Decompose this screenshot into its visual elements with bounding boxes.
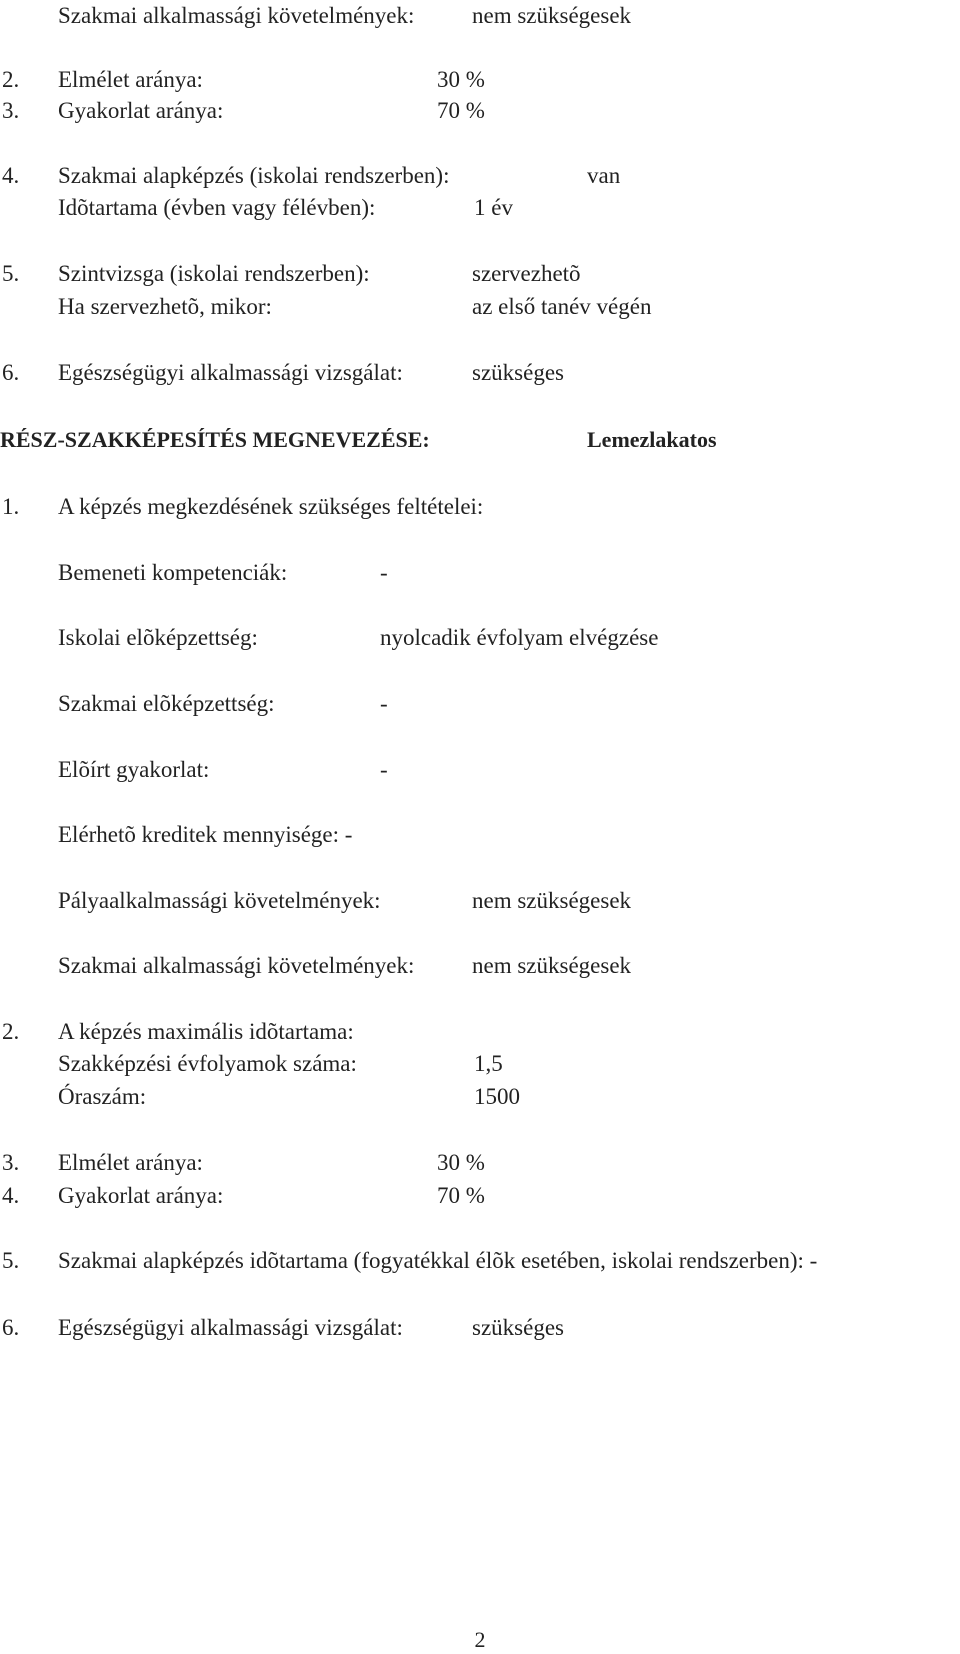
- requirement-row: [0, 0, 960, 32]
- row-label: Idõtartama (évben vagy félévben):: [58, 195, 376, 220]
- row-value: 30 %: [437, 1150, 485, 1175]
- requirement-row: [0, 885, 960, 917]
- item-number: 4.: [2, 163, 20, 188]
- item-number: 6.: [2, 1315, 20, 1340]
- requirement-row: [0, 1081, 960, 1113]
- row-value: szervezhetõ: [472, 261, 581, 286]
- list-item: [0, 1245, 960, 1277]
- row-label: Ha szervezhetõ, mikor:: [58, 294, 272, 319]
- row-label: Elõírt gyakorlat:: [58, 757, 210, 782]
- row-label: Bemeneti kompetenciák:: [58, 560, 288, 585]
- list-item: [0, 357, 960, 389]
- row-value: nem szükségesek: [472, 953, 632, 978]
- row-label: Pályaalkalmassági követelmények:: [58, 888, 381, 913]
- row-value: van: [587, 163, 621, 188]
- requirement-row: [0, 754, 960, 786]
- list-item: [0, 160, 960, 192]
- row-label: Óraszám:: [58, 1084, 147, 1109]
- requirement-row: [0, 622, 960, 654]
- requirement-row: [0, 192, 960, 224]
- row-label: Egészségügyi alkalmassági vizsgálat:: [58, 360, 403, 385]
- row-value: 70 %: [437, 1183, 485, 1208]
- item-number: 1.: [2, 494, 20, 519]
- row-label: A képzés megkezdésének szükséges feltételei:: [58, 494, 484, 519]
- row-label: Elmélet aránya:: [58, 1150, 203, 1175]
- row-label: Iskolai elõképzettség:: [58, 625, 258, 650]
- row-label: Gyakorlat aránya:: [58, 1183, 224, 1208]
- item-number: 5.: [2, 1248, 20, 1273]
- row-label: Szakmai alkalmassági követelmények:: [58, 3, 415, 28]
- list-item: [0, 491, 960, 523]
- row-value: -: [380, 757, 388, 782]
- row-label: Elmélet aránya:: [58, 67, 203, 92]
- row-value: -: [380, 560, 388, 585]
- row-value: az első tanév végén: [472, 294, 652, 319]
- row-label: Szintvizsga (iskolai rendszerben):: [58, 261, 370, 286]
- row-label: Gyakorlat aránya:: [58, 98, 224, 123]
- row-value: 1,5: [474, 1051, 503, 1076]
- requirement-row: [0, 557, 960, 589]
- list-item: [0, 1180, 960, 1212]
- row-value: 30 %: [437, 67, 485, 92]
- row-label: Szakmai alapképzés idõtartama (fogyatékkal élõk esetében, iskolai rendszerben): -: [58, 1248, 818, 1273]
- row-label: Elérhetõ kreditek mennyisége: -: [58, 822, 353, 847]
- row-value: szükséges: [472, 360, 564, 385]
- list-item: [0, 1312, 960, 1344]
- row-value: 1500: [474, 1084, 520, 1109]
- item-number: 5.: [2, 261, 20, 286]
- page-number: 2: [474, 1627, 486, 1652]
- requirement-row: [0, 819, 960, 851]
- row-label: Szakmai alkalmassági követelmények:: [58, 953, 415, 978]
- row-value: nyolcadik évfolyam elvégzése: [380, 625, 659, 650]
- list-item: [0, 258, 960, 290]
- item-number: 2.: [2, 67, 20, 92]
- row-label: Szakmai alapképzés (iskolai rendszerben):: [58, 163, 450, 188]
- row-value: szükséges: [472, 1315, 564, 1340]
- row-label: A képzés maximális idõtartama:: [58, 1019, 354, 1044]
- row-label: Egészségügyi alkalmassági vizsgálat:: [58, 1315, 403, 1340]
- requirement-row: [0, 291, 960, 323]
- requirement-row: [0, 950, 960, 982]
- row-value: 70 %: [437, 98, 485, 123]
- item-number: 2.: [2, 1019, 20, 1044]
- item-number: 6.: [2, 360, 20, 385]
- list-item: [0, 1147, 960, 1179]
- requirement-row: [0, 688, 960, 720]
- row-label: Szakképzési évfolyamok száma:: [58, 1051, 357, 1076]
- row-label: Szakmai elõképzettség:: [58, 691, 275, 716]
- item-number: 3.: [2, 1150, 20, 1175]
- heading-label: RÉSZ-SZAKKÉPESÍTÉS MEGNEVEZÉSE:: [0, 427, 430, 452]
- item-number: 3.: [2, 98, 20, 123]
- item-number: 4.: [2, 1183, 20, 1208]
- list-item: [0, 95, 960, 127]
- row-value: nem szükségesek: [472, 3, 632, 28]
- list-item: [0, 1016, 960, 1048]
- row-value: -: [380, 691, 388, 716]
- section-heading: [0, 424, 960, 456]
- row-value: nem szükségesek: [472, 888, 632, 913]
- heading-value: Lemezlakatos: [587, 427, 717, 452]
- list-item: [0, 64, 960, 96]
- requirement-row: [0, 1048, 960, 1080]
- row-value: 1 év: [474, 195, 513, 220]
